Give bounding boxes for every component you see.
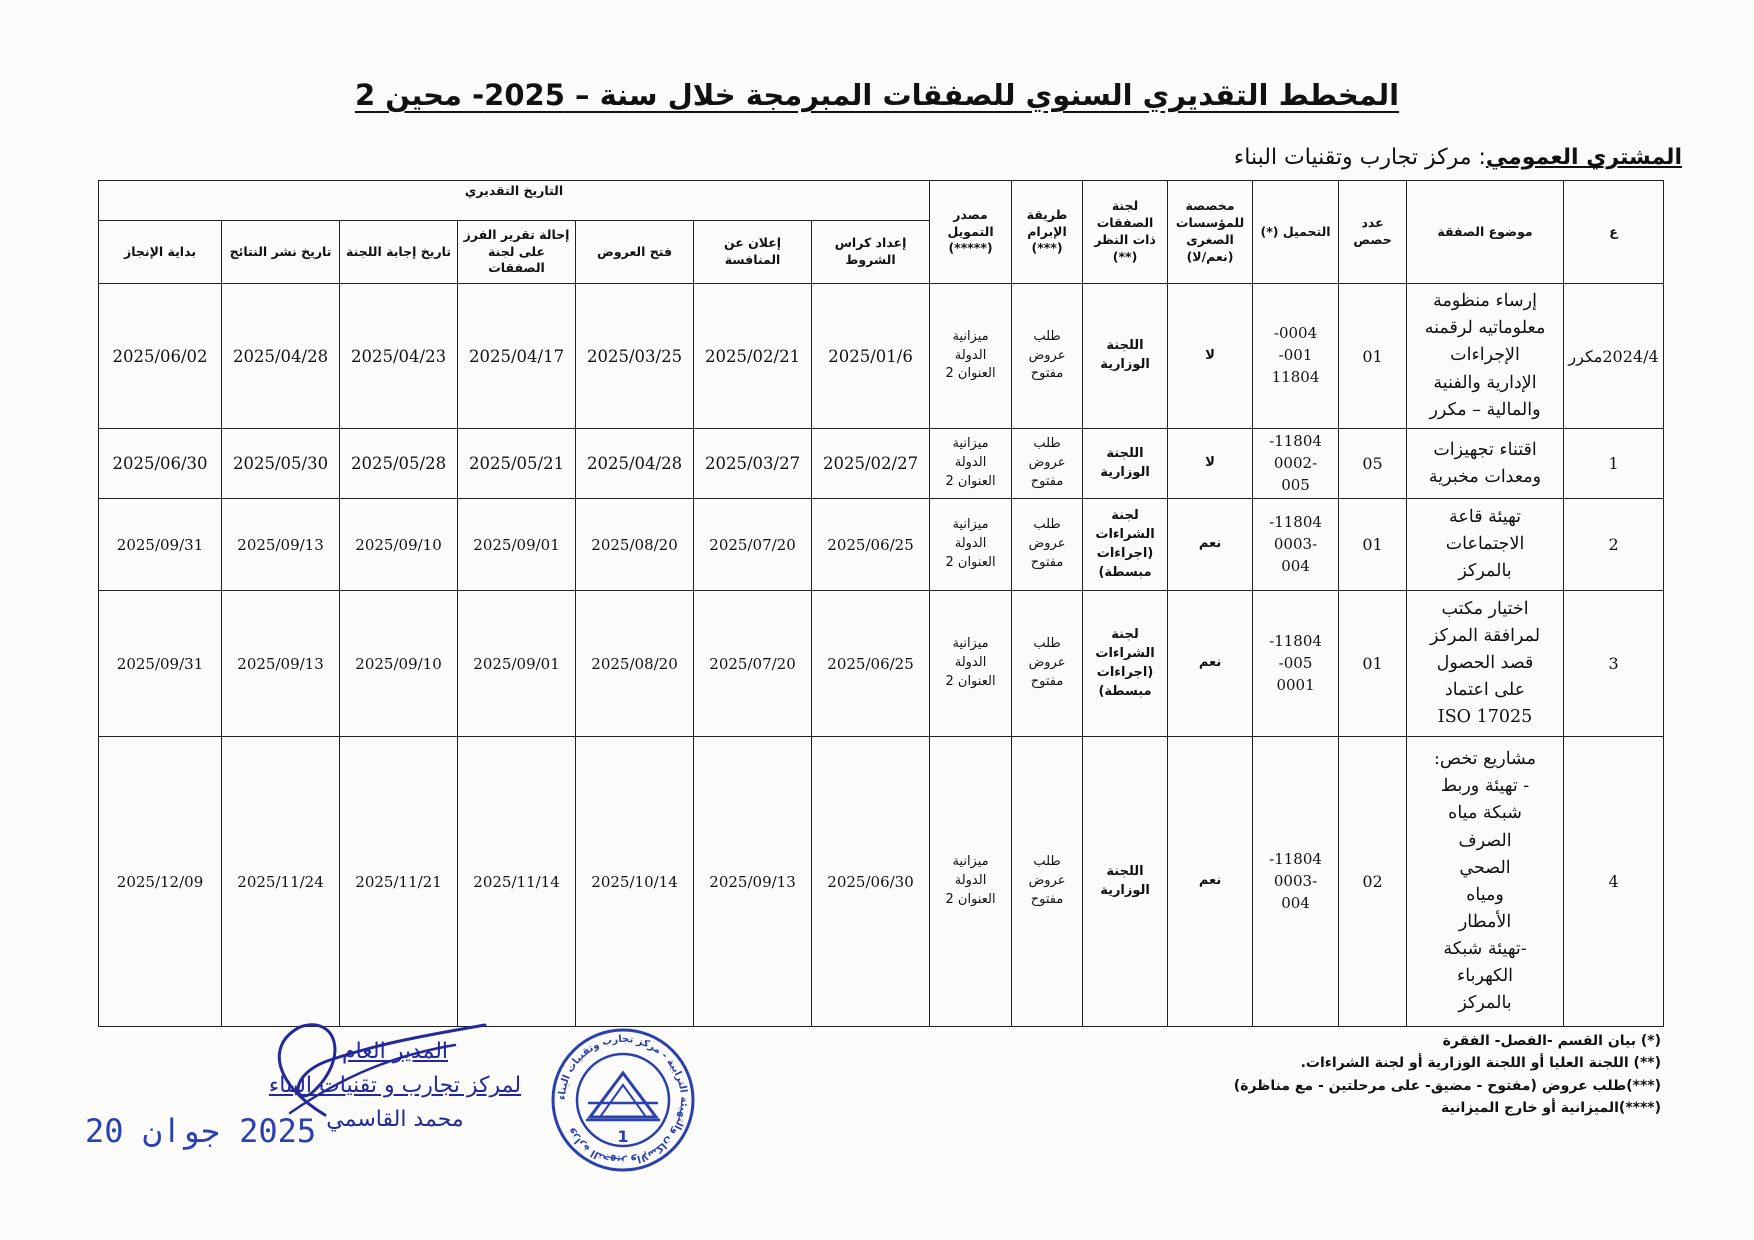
row-date-announcement: 2025/07/20 bbox=[694, 499, 812, 591]
row-number: 2024/4مكرر bbox=[1564, 284, 1664, 429]
signatory-title: المدير العام bbox=[341, 1039, 449, 1064]
cell-line: اللجنة bbox=[1106, 863, 1144, 879]
cell-line: مفتوح bbox=[1030, 474, 1064, 490]
cell-line: الشراءات bbox=[1095, 526, 1155, 542]
row-method bbox=[1012, 284, 1083, 429]
cell-line: مفتوح bbox=[1030, 892, 1064, 908]
row-date-opening: 2025/03/25 bbox=[576, 284, 694, 429]
cell-line: العنوان 2 bbox=[945, 474, 996, 490]
cell-line: 0004- bbox=[1273, 324, 1318, 343]
cell-line: الإدارية والفنية bbox=[1433, 372, 1537, 393]
cell-line: الدولة bbox=[954, 655, 987, 671]
signatory-name: محمد القاسمي bbox=[326, 1107, 464, 1133]
row-committee bbox=[1083, 737, 1168, 1027]
row-date-committee-reply: 2025/11/21 bbox=[340, 737, 458, 1027]
cell-line: ميزانية bbox=[952, 517, 989, 533]
row-number: 2 bbox=[1564, 499, 1664, 591]
header-date-announcement: إعلان عن المنافسة bbox=[694, 221, 812, 284]
cell-line: - تهيئة وربط bbox=[1440, 776, 1530, 797]
cell-line: تهيئة قاعة bbox=[1449, 507, 1522, 528]
cell-line: الإجراءات bbox=[1450, 345, 1520, 366]
header-method: طريقة الإبرام (***) bbox=[1012, 181, 1083, 284]
row-date-results: 2025/04/28 bbox=[222, 284, 340, 429]
row-date-results: 2025/09/13 bbox=[222, 591, 340, 737]
row-lots: 02 bbox=[1339, 737, 1407, 1027]
cell-line: ISO 17025 bbox=[1437, 707, 1533, 728]
row-funding bbox=[930, 499, 1012, 591]
cell-line: الوزارية bbox=[1100, 464, 1150, 480]
cell-line: عروض bbox=[1028, 655, 1066, 671]
cell-line: لجنة bbox=[1111, 627, 1139, 643]
cell-line: الدولة bbox=[954, 455, 987, 471]
cell-line: مبسطة) bbox=[1098, 564, 1152, 580]
cell-line: 0001 bbox=[1276, 675, 1315, 694]
cell-line: ميزانية bbox=[952, 636, 989, 652]
table-row bbox=[99, 591, 1664, 737]
cell-line: مفتوح bbox=[1030, 555, 1064, 571]
cell-line: 005 bbox=[1281, 475, 1310, 494]
row-subject bbox=[1407, 591, 1564, 737]
cell-line: عروض bbox=[1028, 873, 1066, 889]
table-row bbox=[99, 737, 1664, 1027]
row-date-specs: 2025/01/6 bbox=[812, 284, 930, 429]
row-method bbox=[1012, 737, 1083, 1027]
row-date-start: 2025/09/31 bbox=[99, 591, 222, 737]
row-lots: 01 bbox=[1339, 591, 1407, 737]
cell-line: مفتوح bbox=[1030, 674, 1064, 690]
cell-line: اقتناء تجهيزات bbox=[1433, 439, 1537, 460]
footnote: (**) اللجنة العليا أو اللجنة الوزارية أو لجنة الشراءات. bbox=[1300, 1055, 1661, 1072]
row-date-committee-reply: 2025/04/23 bbox=[340, 284, 458, 429]
buyer-line bbox=[1234, 145, 1682, 170]
row-committee bbox=[1083, 429, 1168, 499]
cell-line: لجنة bbox=[1111, 508, 1139, 524]
row-committee bbox=[1083, 284, 1168, 429]
cell-line: مبسطة) bbox=[1098, 683, 1152, 699]
page-title: المخطط التقديري السنوي للصفقات المبرمجة خلال سنة – 2025- محين 2 bbox=[354, 78, 1400, 112]
cell-line: عروض bbox=[1028, 455, 1066, 471]
row-date-opening: 2025/08/20 bbox=[576, 499, 694, 591]
header-date-committee-reply: تاريخ إجابة اللجنة bbox=[340, 221, 458, 284]
cell-line: الدولة bbox=[954, 536, 987, 552]
row-number: 4 bbox=[1564, 737, 1664, 1027]
cell-line: طلب bbox=[1033, 436, 1061, 452]
cell-line: اختيار مكتب bbox=[1441, 598, 1529, 619]
row-date-results: 2025/09/13 bbox=[222, 499, 340, 591]
row-method bbox=[1012, 429, 1083, 499]
cell-line: الصرف bbox=[1458, 830, 1512, 851]
row-date-start: 2025/06/02 bbox=[99, 284, 222, 429]
cell-line: على اعتماد bbox=[1444, 680, 1526, 701]
header-date-results: تاريخ نشر النتائج bbox=[222, 221, 340, 284]
row-date-opening: 2025/08/20 bbox=[576, 591, 694, 737]
row-number: 3 bbox=[1564, 591, 1664, 737]
row-date-committee-reply: 2025/09/10 bbox=[340, 591, 458, 737]
row-funding bbox=[930, 737, 1012, 1027]
cell-line: 001- bbox=[1278, 346, 1313, 365]
cell-line: مفتوح bbox=[1030, 366, 1064, 382]
row-subject bbox=[1407, 737, 1564, 1027]
row-imputation bbox=[1253, 499, 1339, 591]
row-funding bbox=[930, 591, 1012, 737]
cell-line: مشاريع تخص: bbox=[1434, 749, 1537, 770]
row-sme: نعم bbox=[1168, 737, 1253, 1027]
row-sme: لا bbox=[1168, 429, 1253, 499]
row-lots: 01 bbox=[1339, 499, 1407, 591]
cell-line: 004 bbox=[1281, 893, 1310, 912]
cell-line: 11804- bbox=[1269, 513, 1322, 532]
cell-line: -0003 bbox=[1273, 871, 1318, 890]
buyer-label: المشتري العمومي bbox=[1485, 145, 1682, 170]
cell-line: طلب bbox=[1033, 636, 1061, 652]
official-seal-icon bbox=[548, 1025, 698, 1175]
row-date-announcement: 2025/03/27 bbox=[694, 429, 812, 499]
row-imputation bbox=[1253, 591, 1339, 737]
cell-line: اللجنة bbox=[1106, 338, 1144, 354]
cell-line: ومياه bbox=[1466, 884, 1504, 905]
row-date-specs: 2025/06/30 bbox=[812, 737, 930, 1027]
cell-line: 11804 bbox=[1271, 367, 1320, 386]
cell-line: (اجراءات bbox=[1096, 545, 1154, 561]
row-date-start: 2025/12/09 bbox=[99, 737, 222, 1027]
row-date-report: 2025/04/17 bbox=[458, 284, 576, 429]
cell-line: عروض bbox=[1028, 347, 1066, 363]
row-date-start: 2025/09/31 bbox=[99, 499, 222, 591]
cell-line: بالمركز bbox=[1458, 993, 1512, 1014]
cell-line: طلب bbox=[1033, 854, 1061, 870]
cell-line: الصحي bbox=[1459, 857, 1511, 878]
cell-line: طلب bbox=[1033, 517, 1061, 533]
cell-line: -تهيئة شبكة bbox=[1443, 939, 1527, 959]
row-date-opening: 2025/04/28 bbox=[576, 429, 694, 499]
table-row bbox=[99, 429, 1664, 499]
header-date-specs: إعداد كراس الشروط bbox=[812, 221, 930, 284]
cell-line: العنوان 2 bbox=[945, 892, 996, 908]
row-date-committee-reply: 2025/05/28 bbox=[340, 429, 458, 499]
row-date-results: 2025/11/24 bbox=[222, 737, 340, 1027]
cell-line: 004 bbox=[1281, 556, 1310, 575]
header-funding: مصدر التمويل (*****) bbox=[930, 181, 1012, 284]
cell-line: الدولة bbox=[954, 873, 987, 889]
footnote: (***)طلب عروض (مفتوح - مضيق- على مرحلتين - مع مناظرة) bbox=[1233, 1077, 1661, 1094]
row-date-report: 2025/11/14 bbox=[458, 737, 576, 1027]
footnotes bbox=[1234, 1030, 1661, 1120]
cell-line: والمالية – مكرر bbox=[1429, 399, 1541, 420]
header-dates-group: التاريخ التقديري bbox=[99, 181, 930, 221]
header-date-opening: فتح العروض bbox=[576, 221, 694, 284]
svg-text:1: 1 bbox=[617, 1127, 629, 1146]
cell-line: ميزانية bbox=[952, 854, 989, 870]
row-date-announcement: 2025/09/13 bbox=[694, 737, 812, 1027]
signatory-org: لمركز تجارب و تقنيات البناء bbox=[268, 1073, 522, 1099]
row-subject bbox=[1407, 499, 1564, 591]
seal-text: وزارة التجهيز والإسكان والتهيئة الترابية - مركز تجارب وتقنيات البناء bbox=[556, 1033, 690, 1167]
footnote: (****)الميزانية أو خارج الميزانية bbox=[1441, 1100, 1661, 1117]
header-sme: مخصصة للمؤسسات الصغرى (نعم/لا) bbox=[1168, 181, 1253, 284]
cell-line: 11804- bbox=[1269, 632, 1322, 651]
row-sme: نعم bbox=[1168, 499, 1253, 591]
row-method bbox=[1012, 499, 1083, 591]
date-stamp: 2025 جوان 20 bbox=[85, 1112, 317, 1150]
cell-line: إرساء منظومة bbox=[1433, 291, 1537, 312]
row-date-announcement: 2025/02/21 bbox=[694, 284, 812, 429]
row-date-specs: 2025/06/25 bbox=[812, 499, 930, 591]
cell-line: (اجراءات bbox=[1096, 664, 1154, 680]
row-committee bbox=[1083, 499, 1168, 591]
cell-line: الاجتماعات bbox=[1445, 534, 1525, 555]
header-imputation: التحميل (*) bbox=[1253, 181, 1339, 284]
footnote: (*) بيان القسم -الفصل- الفقرة bbox=[1442, 1033, 1661, 1049]
cell-line: الكهرباء bbox=[1457, 966, 1514, 987]
cell-line: العنوان 2 bbox=[945, 674, 996, 690]
row-date-report: 2025/09/01 bbox=[458, 499, 576, 591]
row-date-announcement: 2025/07/20 bbox=[694, 591, 812, 737]
row-date-specs: 2025/06/25 bbox=[812, 591, 930, 737]
row-subject bbox=[1407, 429, 1564, 499]
cell-line: طلب bbox=[1033, 328, 1061, 344]
row-funding bbox=[930, 429, 1012, 499]
cell-line: اللجنة bbox=[1106, 445, 1144, 461]
cell-line: الوزارية bbox=[1100, 882, 1150, 898]
cell-line: 005- bbox=[1278, 653, 1313, 672]
row-sme: نعم bbox=[1168, 591, 1253, 737]
row-sme: لا bbox=[1168, 284, 1253, 429]
cell-line: -0002 bbox=[1273, 453, 1318, 472]
row-date-report: 2025/09/01 bbox=[458, 591, 576, 737]
cell-line: 11804- bbox=[1269, 850, 1322, 869]
cell-line: معلوماتيه لرقمنه bbox=[1424, 318, 1546, 339]
row-number: 1 bbox=[1564, 429, 1664, 499]
cell-line: ومعدات مخبرية bbox=[1428, 466, 1542, 487]
cell-line: الوزارية bbox=[1100, 357, 1150, 372]
header-lots: عدد حصص bbox=[1339, 181, 1407, 284]
row-funding bbox=[930, 284, 1012, 429]
cell-line: بالمركز bbox=[1458, 561, 1512, 582]
cell-line: قصد الحصول bbox=[1436, 653, 1534, 674]
cell-line: لمرافقة المركز bbox=[1429, 626, 1541, 647]
row-imputation bbox=[1253, 284, 1339, 429]
cell-line: الشراءات bbox=[1095, 645, 1155, 661]
row-date-opening: 2025/10/14 bbox=[576, 737, 694, 1027]
cell-line: 11804- bbox=[1269, 432, 1322, 450]
table-row bbox=[99, 499, 1664, 591]
cell-line: ميزانية bbox=[952, 436, 989, 452]
cell-line: الأمطار bbox=[1458, 911, 1512, 932]
row-date-specs: 2025/02/27 bbox=[812, 429, 930, 499]
header-num: ع bbox=[1564, 181, 1664, 284]
header-date-start: بداية الإنجاز bbox=[99, 221, 222, 284]
row-lots: 05 bbox=[1339, 429, 1407, 499]
row-date-results: 2025/05/30 bbox=[222, 429, 340, 499]
row-subject bbox=[1407, 284, 1564, 429]
row-committee bbox=[1083, 591, 1168, 737]
cell-line: عروض bbox=[1028, 536, 1066, 552]
row-date-start: 2025/06/30 bbox=[99, 429, 222, 499]
header-subject: موضوع الصفقة bbox=[1407, 181, 1564, 284]
row-imputation bbox=[1253, 429, 1339, 499]
table-row bbox=[99, 284, 1664, 429]
cell-line: العنوان 2 bbox=[945, 555, 996, 571]
header-date-report: إحالة تقرير الفرز على لجنة الصفقات bbox=[458, 221, 576, 284]
row-method bbox=[1012, 591, 1083, 737]
cell-line: الدولة bbox=[954, 347, 987, 363]
cell-line: ميزانية bbox=[952, 328, 989, 344]
cell-line: -0003 bbox=[1273, 534, 1318, 553]
header-committee: لجنة الصفقات ذات النظر (**) bbox=[1083, 181, 1168, 284]
cell-line: شبكة مياه bbox=[1448, 803, 1522, 824]
cell-line: العنوان 2 bbox=[945, 366, 996, 382]
row-imputation bbox=[1253, 737, 1339, 1027]
buyer-value: : مركز تجارب وتقنيات البناء bbox=[1233, 145, 1486, 170]
row-date-committee-reply: 2025/09/10 bbox=[340, 499, 458, 591]
row-lots: 01 bbox=[1339, 284, 1407, 429]
procurement-table bbox=[98, 180, 1664, 1027]
row-date-report: 2025/05/21 bbox=[458, 429, 576, 499]
